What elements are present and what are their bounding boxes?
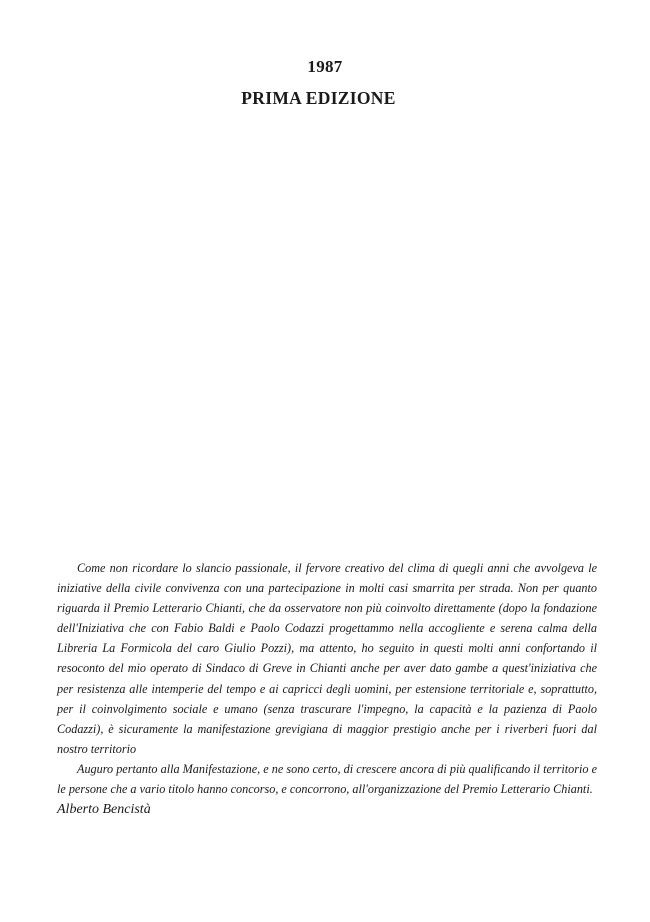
foreword-text — [57, 558, 597, 821]
foreword-paragraph-2: Auguro pertanto alla Manifestazione, e ne sono certo, di crescere ancora di più qualificando il territorio e le persone che a vario titolo hanno concorso, e concorrono, all'organizzazione del Premio Letterario Chianti. — [57, 761, 597, 797]
edition-title: PRIMA EDIZIONE — [241, 88, 396, 108]
author-signature: Alberto Bencistà — [57, 802, 151, 818]
edition-year: 1987 — [307, 57, 343, 76]
foreword-paragraph-1: Come non ricordare lo slancio passionale, il fervore creativo del clima di quegli anni che avvolgeva le iniziative della civile convivenza con una partecipazione in molti casi smarrita per strada. Non per quanto riguarda il Premio Letterario Chianti, che da osservatore non più coinvolto direttamente (dopo la fondazione dell'Iniziativa che con Fabio Baldi e Paolo Codazzi progettammo nella accogliente e serena calma della Libreria La Formicola del caro Giulio Pozzi), ma attento, ho seguito in questi molti anni confortando il resoconto del mio operato di Sindaco di Greve in Chianti anche per aver dato gambe a quest'iniziativa che per resistenza alle intemperie del tempo e ai capricci degli uomini, per estensione territoriale e, soprattutto, per il coinvolgimento sociale e umano (senza trascurare l'impegno, la capacità e la pazienza di Paolo Codazzi), è sicuramente la manifestazione grevigiana di maggior prestigio anche per i riverberi fuori dal nostro territorio — [57, 561, 597, 756]
